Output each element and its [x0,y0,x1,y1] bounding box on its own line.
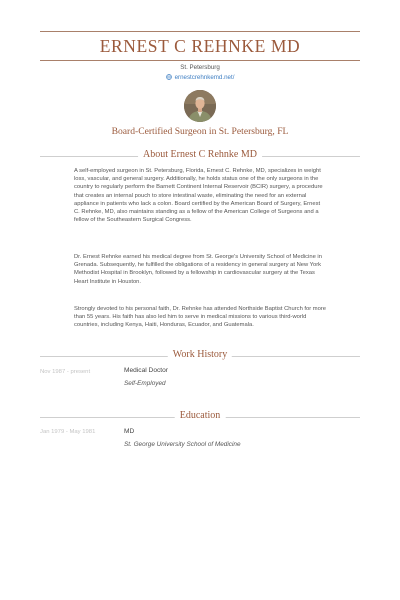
education-dates: Jan 1979 - May 1981 [40,429,96,435]
profile-headline: Board-Certified Surgeon in St. Petersburg, FL [111,126,289,137]
about-paragraph: A self-employed surgeon in St. Petersburg, Florida, Ernest C. Rehnke, MD, specializes in weight loss, vascular, and general surgery. Additionally, he holds status one of the only surgeons in the country to regularly perform the Barnett Continent Internal Reservoir (BCIR) surgery, a procedure that creates an internal pouch to store intestinal waste, eliminating the need for an external appliance in patients who lack a colon. Board certified by the American Board of Surgery, Ernest C. Rehnke, MD, also maintains standing as a fellow of the American College of Surgeons and a fellow of the Southeastern Surgical Congress. [74,168,323,224]
about-heading: About Ernest C Rehnke MD [138,149,262,160]
website-link[interactable] [0,74,400,81]
avatar-photo [184,90,216,122]
globe-icon [166,74,172,80]
about-paragraph: Strongly devoted to his personal faith, Dr. Rehnke has attended Northside Baptist Church for more than 55 years. His faith has also led him to serve in medical missions to various third-world countries, including Kenya, Haiti, Honduras, Ecuador, and Guatemala. [74,306,326,329]
website-url[interactable]: ernestcrehnkemd.net/ [174,74,235,81]
work-organization: Self-Employed [124,380,166,387]
work-history-heading: Work History [168,349,232,360]
profile-name: ERNEST C REHNKE MD [99,36,301,56]
work-history-section-header [40,350,360,362]
about-paragraph: Dr. Ernest Rehnke earned his medical degree from St. George's University School of Medicine in Grenada. Subsequently, he fulfilled the obligations of a residency in general surgery at New York Methodist Hospital in Brooklyn, followed by a fellowship in cardiovascular surgery at the Texas Heart Institute in Houston. [74,254,322,285]
education-school: St. George University School of Medicine [124,441,241,448]
location-text: St. Petersburg [180,64,220,71]
header-bottom-rule [40,60,360,61]
education-degree: MD [124,428,135,435]
about-section-header [40,150,360,162]
work-dates: Nov 1987 - present [40,369,91,375]
work-title: Medical Doctor [124,367,168,374]
header-top-rule [40,31,360,32]
education-section-header [40,411,360,423]
avatar [184,90,216,122]
education-heading: Education [175,410,226,421]
